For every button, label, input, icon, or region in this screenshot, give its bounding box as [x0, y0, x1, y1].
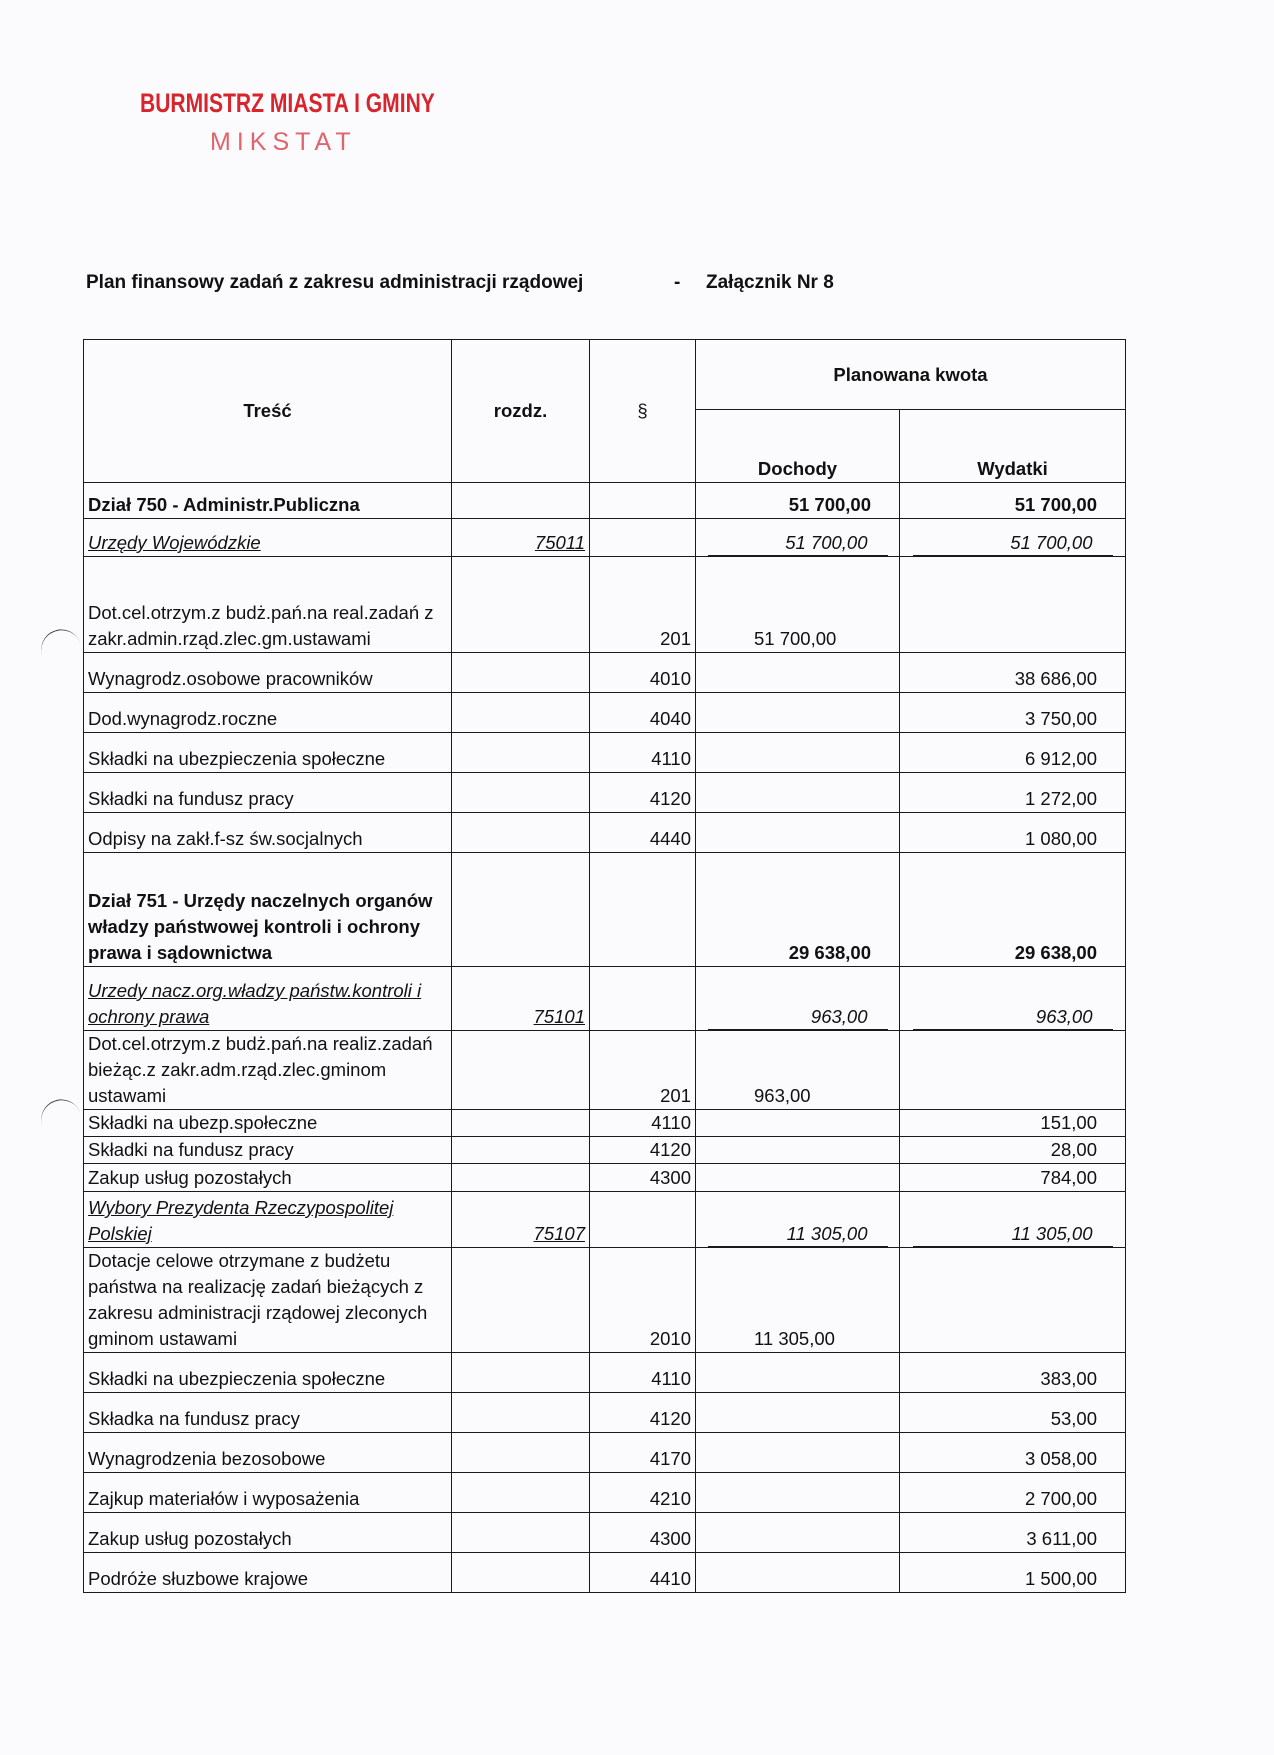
cell-income	[696, 1192, 900, 1248]
cell-paragraph-text: 4120	[649, 788, 691, 809]
cell-expense-text: 3 058,00	[1024, 1448, 1097, 1469]
cell-paragraph	[590, 813, 696, 853]
cell-description	[84, 733, 452, 773]
cell-description	[84, 483, 452, 519]
cell-income	[696, 1473, 900, 1513]
cell-description	[84, 1353, 452, 1393]
cell-expense-text: 963,00	[913, 1005, 1113, 1030]
cell-description-text: Dod.wynagrodz.roczne	[88, 708, 278, 729]
header-planned-amount: Planowana kwota	[696, 340, 1126, 410]
cell-description-text: Wynagrodzenia bezosobowe	[88, 1448, 326, 1469]
cell-income	[696, 1553, 900, 1593]
table-row	[84, 1137, 1126, 1164]
cell-description-text: Podróże słuzbowe krajowe	[88, 1568, 309, 1589]
cell-description-text: Składki na fundusz pracy	[88, 788, 294, 809]
document-title: Plan finansowy zadań z zakresu administracji rządowej	[86, 272, 584, 293]
cell-expense-text: 383,00	[1040, 1368, 1097, 1389]
cell-paragraph-text: 4120	[649, 1139, 691, 1160]
table-row	[84, 1393, 1126, 1433]
cell-chapter	[452, 853, 590, 967]
cell-chapter	[452, 773, 590, 813]
cell-expense	[900, 483, 1126, 519]
cell-paragraph-text: 4110	[651, 748, 691, 769]
cell-chapter	[452, 1433, 590, 1473]
cell-chapter	[452, 557, 590, 653]
heading-separator: -	[674, 272, 681, 293]
cell-paragraph	[590, 1164, 696, 1192]
table-row	[84, 1473, 1126, 1513]
cell-expense	[900, 1553, 1126, 1593]
cell-chapter	[452, 1137, 590, 1164]
table-row	[84, 557, 1126, 653]
cell-expense-text: 28,00	[1050, 1139, 1097, 1160]
cell-description	[84, 1137, 452, 1164]
cell-expense-text: 151,00	[1040, 1112, 1097, 1133]
cell-expense-text: 11 305,00	[913, 1222, 1113, 1247]
header-content: Treść	[84, 340, 452, 483]
cell-paragraph-text: 4300	[649, 1167, 691, 1188]
cell-paragraph	[590, 1433, 696, 1473]
cell-expense-text: 38 686,00	[1014, 668, 1097, 689]
cell-income-text: 51 700,00	[788, 494, 871, 515]
stamp-title: BURMISTRZ MIASTA I GMINY	[140, 88, 435, 118]
cell-description-text: Urzędy Wojewódzkie	[88, 532, 261, 553]
cell-expense	[900, 1031, 1126, 1110]
cell-paragraph-text: 4110	[651, 1368, 691, 1389]
table-row	[84, 967, 1126, 1031]
table-row	[84, 813, 1126, 853]
table-row	[84, 519, 1126, 557]
cell-chapter-text: 75011	[534, 532, 585, 553]
cell-description-text: Dot.cel.otrzym.z budż.pań.na real.zadań z zakr.admin.rząd.zlec.gm.ustawami	[88, 602, 434, 649]
cell-paragraph	[590, 1192, 696, 1248]
cell-description	[84, 1110, 452, 1137]
cell-chapter	[452, 967, 590, 1031]
cell-chapter	[452, 1248, 590, 1353]
header-paragraph: §	[590, 340, 696, 483]
cell-description-text: Odpisy na zakł.f-sz św.socjalnych	[88, 828, 363, 849]
cell-expense	[900, 1393, 1126, 1433]
cell-expense-text: 3 611,00	[1026, 1528, 1097, 1549]
cell-expense	[900, 1110, 1126, 1137]
table-row	[84, 1192, 1126, 1248]
cell-expense	[900, 519, 1126, 557]
cell-expense-text: 53,00	[1050, 1408, 1097, 1429]
cell-chapter-text: 75107	[533, 1223, 585, 1244]
header-row	[84, 340, 1126, 410]
table-row	[84, 773, 1126, 813]
cell-description-text: Dot.cel.otrzym.z budż.pań.na realiz.zadań bieżąc.z zakr.adm.rząd.zlec.gminom ustawami	[88, 1033, 433, 1106]
cell-description	[84, 1473, 452, 1513]
cell-paragraph-text: 4110	[651, 1112, 691, 1133]
cell-description	[84, 653, 452, 693]
table-row	[84, 483, 1126, 519]
cell-income-text: 11 305,00	[708, 1222, 888, 1247]
table-row	[84, 1110, 1126, 1137]
cell-income-text: 11 305,00	[754, 1328, 835, 1349]
cell-expense	[900, 1513, 1126, 1553]
cell-income	[696, 1393, 900, 1433]
cell-income	[696, 693, 900, 733]
cell-chapter	[452, 653, 590, 693]
table-row	[84, 693, 1126, 733]
cell-paragraph	[590, 1513, 696, 1553]
cell-paragraph-text: 201	[660, 1085, 691, 1106]
table-row	[84, 853, 1126, 967]
cell-chapter	[452, 1553, 590, 1593]
cell-expense	[900, 693, 1126, 733]
cell-description	[84, 1192, 452, 1248]
cell-income-text: 963,00	[754, 1085, 811, 1106]
cell-income	[696, 1137, 900, 1164]
cell-paragraph	[590, 773, 696, 813]
cell-expense-text: 1 080,00	[1024, 828, 1097, 849]
cell-paragraph-text: 4120	[649, 1408, 691, 1429]
cell-expense	[900, 1192, 1126, 1248]
cell-income	[696, 1110, 900, 1137]
cell-expense	[900, 1248, 1126, 1353]
header-income: Dochody	[696, 410, 900, 483]
cell-description	[84, 813, 452, 853]
cell-paragraph	[590, 1393, 696, 1433]
table-row	[84, 1353, 1126, 1393]
cell-paragraph	[590, 1110, 696, 1137]
cell-expense	[900, 557, 1126, 653]
cell-paragraph	[590, 1031, 696, 1110]
cell-description	[84, 693, 452, 733]
cell-income	[696, 1353, 900, 1393]
cell-paragraph-text: 4170	[649, 1448, 691, 1469]
cell-description	[84, 773, 452, 813]
cell-paragraph-text: 4210	[649, 1488, 691, 1509]
cell-expense-text: 6 912,00	[1024, 748, 1097, 769]
cell-paragraph	[590, 1553, 696, 1593]
cell-paragraph-text: 2010	[649, 1328, 691, 1349]
cell-paragraph	[590, 557, 696, 653]
cell-description-text: Dotacje celowe otrzymane z budżetu państwa na realizację zadań bieżących z zakresu administracji rządowej zleconych gminom ustawami	[88, 1250, 428, 1349]
cell-income	[696, 773, 900, 813]
table-row	[84, 733, 1126, 773]
cell-description-text: Składki na fundusz pracy	[88, 1139, 294, 1160]
cell-description	[84, 1513, 452, 1553]
table-row	[84, 1248, 1126, 1353]
header-expenses: Wydatki	[900, 410, 1126, 483]
cell-description	[84, 1248, 452, 1353]
annex-label: Załącznik Nr 8	[706, 272, 834, 293]
cell-description	[84, 519, 452, 557]
cell-description-text: Zakup usług pozostałych	[88, 1167, 292, 1188]
cell-paragraph	[590, 519, 696, 557]
cell-expense	[900, 1473, 1126, 1513]
cell-description	[84, 1393, 452, 1433]
cell-paragraph	[590, 733, 696, 773]
cell-income	[696, 519, 900, 557]
cell-description-text: Wynagrodz.osobowe pracowników	[88, 668, 373, 689]
cell-description	[84, 557, 452, 653]
cell-expense	[900, 1164, 1126, 1192]
cell-expense-text: 1 272,00	[1024, 788, 1097, 809]
cell-paragraph-text: 4300	[649, 1528, 691, 1549]
cell-paragraph-text: 4410	[649, 1568, 691, 1589]
cell-chapter-text: 75101	[533, 1006, 585, 1027]
cell-income	[696, 1248, 900, 1353]
cell-paragraph	[590, 1353, 696, 1393]
cell-income-text: 51 700,00	[708, 531, 888, 556]
cell-paragraph-text: 4440	[649, 828, 691, 849]
cell-paragraph	[590, 853, 696, 967]
cell-chapter	[452, 483, 590, 519]
cell-income-text: 963,00	[708, 1005, 888, 1030]
cell-expense	[900, 653, 1126, 693]
cell-chapter	[452, 1393, 590, 1433]
cell-income	[696, 1433, 900, 1473]
cell-chapter	[452, 1192, 590, 1248]
cell-paragraph-text: 4010	[649, 668, 691, 689]
cell-chapter	[452, 1164, 590, 1192]
cell-chapter	[452, 733, 590, 773]
cell-description-text: Urzedy nacz.org.władzy państw.kontroli i ochrony prawa	[88, 980, 422, 1027]
cell-description-text: Wybory Prezydenta Rzeczypospolitej Polskiej	[88, 1197, 394, 1244]
cell-paragraph	[590, 1137, 696, 1164]
cell-expense-text: 2 700,00	[1024, 1488, 1097, 1509]
cell-income	[696, 557, 900, 653]
hole-punch-mark	[36, 624, 81, 657]
cell-chapter	[452, 519, 590, 557]
cell-description-text: Dział 750 - Administr.Publiczna	[88, 494, 360, 515]
table-body	[84, 483, 1126, 1593]
cell-description-text: Składka na fundusz pracy	[88, 1408, 300, 1429]
cell-description	[84, 1164, 452, 1192]
cell-description-text: Składki na ubezpieczenia społeczne	[88, 748, 386, 769]
cell-description	[84, 967, 452, 1031]
cell-description-text: Dział 751 - Urzędy naczelnych organów władzy państwowej kontroli i ochrony prawa i sądownictwa	[88, 890, 433, 963]
cell-expense-text: 51 700,00	[913, 531, 1113, 556]
table-row	[84, 1513, 1126, 1553]
cell-expense-text: 3 750,00	[1024, 708, 1097, 729]
cell-expense	[900, 733, 1126, 773]
cell-chapter	[452, 1031, 590, 1110]
cell-description	[84, 1031, 452, 1110]
cell-expense	[900, 773, 1126, 813]
hole-punch-mark	[36, 1094, 81, 1127]
table-row	[84, 1031, 1126, 1110]
cell-expense-text: 1 500,00	[1024, 1568, 1097, 1589]
cell-expense-text: 29 638,00	[1014, 942, 1097, 963]
cell-paragraph	[590, 1248, 696, 1353]
table-row	[84, 1164, 1126, 1192]
cell-description-text: Składki na ubezp.społeczne	[88, 1112, 318, 1133]
header-chapter: rozdz.	[452, 340, 590, 483]
cell-description	[84, 1433, 452, 1473]
cell-income	[696, 967, 900, 1031]
cell-paragraph	[590, 967, 696, 1031]
cell-paragraph	[590, 653, 696, 693]
cell-expense	[900, 813, 1126, 853]
cell-paragraph	[590, 483, 696, 519]
cell-paragraph	[590, 693, 696, 733]
cell-chapter	[452, 1353, 590, 1393]
cell-paragraph-text: 4040	[649, 708, 691, 729]
table-row	[84, 653, 1126, 693]
cell-chapter	[452, 813, 590, 853]
cell-income	[696, 853, 900, 967]
cell-description-text: Składki na ubezpieczenia społeczne	[88, 1368, 386, 1389]
cell-chapter	[452, 693, 590, 733]
cell-income-text: 29 638,00	[788, 942, 871, 963]
cell-description-text: Zakup usług pozostałych	[88, 1528, 292, 1549]
cell-expense-text: 51 700,00	[1014, 494, 1097, 515]
cell-income	[696, 483, 900, 519]
cell-income	[696, 1513, 900, 1553]
cell-expense	[900, 1353, 1126, 1393]
cell-expense	[900, 853, 1126, 967]
cell-expense-text: 784,00	[1040, 1167, 1097, 1188]
document-heading	[86, 272, 834, 294]
cell-description	[84, 853, 452, 967]
cell-income	[696, 813, 900, 853]
cell-income	[696, 1164, 900, 1192]
cell-income	[696, 653, 900, 693]
cell-chapter	[452, 1513, 590, 1553]
cell-income-text: 51 700,00	[754, 628, 837, 649]
cell-expense	[900, 967, 1126, 1031]
cell-income	[696, 1031, 900, 1110]
table-row	[84, 1553, 1126, 1593]
cell-chapter	[452, 1473, 590, 1513]
stamp-town: MIKSTAT	[210, 128, 357, 156]
cell-income	[696, 733, 900, 773]
cell-paragraph	[590, 1473, 696, 1513]
cell-paragraph-text: 201	[660, 628, 691, 649]
financial-plan-table	[83, 339, 1126, 1593]
cell-expense	[900, 1137, 1126, 1164]
cell-expense	[900, 1433, 1126, 1473]
cell-chapter	[452, 1110, 590, 1137]
cell-description-text: Zajkup materiałów i wyposażenia	[88, 1488, 360, 1509]
cell-description	[84, 1553, 452, 1593]
table-row	[84, 1433, 1126, 1473]
